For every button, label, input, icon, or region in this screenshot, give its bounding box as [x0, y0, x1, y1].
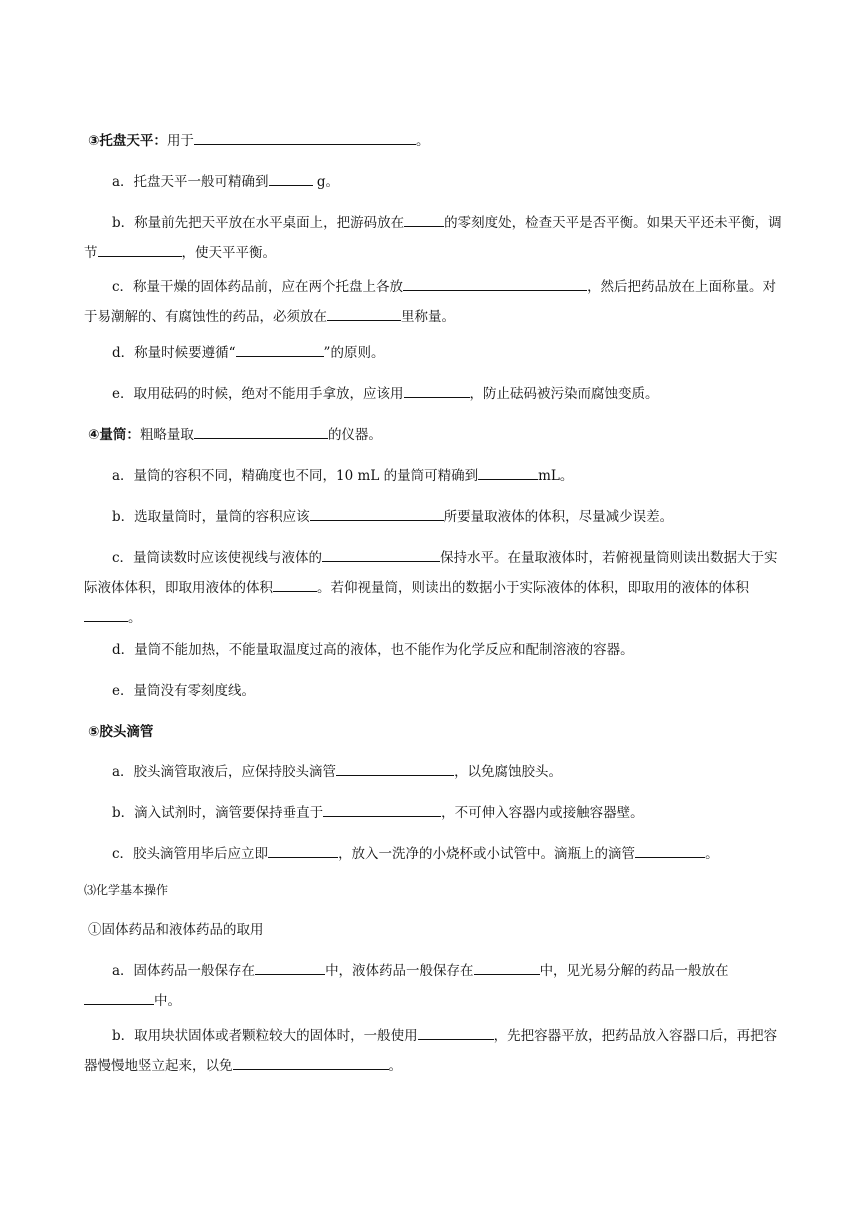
answer-blank[interactable]: [233, 1054, 389, 1070]
cylinder-item-c: c．量筒读数时应该使视线与液体的 保持水平。在量取液体时，若俯视量筒则读出数据大于实际液体体积，即取用液体的体积 。若仰视量筒，则读出的数据小于实际液体的体积，即取用的液体的体积。: [84, 543, 784, 633]
answer-blank[interactable]: [273, 576, 317, 592]
tray-balance-item-b: b．称量前先把天平放在水平桌面上，把游码放在 的零刻度处，检查天平是否平衡。如果天平还未平衡，调节 ，使天平平衡。: [84, 208, 784, 268]
basic-ops-heading: ⑶化学基本操作: [84, 883, 169, 897]
dropper-item-a: a．胶头滴管取液后，应保持胶头滴管 ，以免腐蚀胶头。: [84, 757, 784, 787]
answer-blank[interactable]: [269, 170, 313, 186]
basic-ops-subheading: ①固体药品和液体药品的取用: [88, 922, 264, 938]
answer-blank[interactable]: [474, 959, 540, 975]
answer-blank[interactable]: [98, 241, 182, 257]
dropper-item-c: c．胶头滴管用毕后应立即 ，放入一洗净的小烧杯或小试管中。滴瓶上的滴管 。: [84, 839, 784, 869]
answer-blank[interactable]: [84, 606, 128, 622]
cylinder-item-d: d．量筒不能加热，不能量取温度过高的液体，也不能作为化学反应和配制溶液的容器。: [112, 642, 634, 658]
answer-blank[interactable]: [236, 341, 324, 357]
answer-blank[interactable]: [322, 546, 440, 562]
cylinder-item-e: e．量筒没有零刻度线。: [112, 683, 255, 699]
answer-blank[interactable]: [403, 275, 587, 291]
tray-balance-item-e: e．取用砝码的时候，绝对不能用手拿放，应该用 ，防止砝码被污染而腐蚀变质。: [84, 379, 784, 409]
answer-blank[interactable]: [327, 305, 401, 321]
answer-blank[interactable]: [635, 842, 705, 858]
answer-blank[interactable]: [310, 505, 444, 521]
answer-blank[interactable]: [418, 1024, 494, 1040]
tray-balance-item-d: d．称量时候要遵循“ ”的原则。: [84, 338, 784, 368]
answer-blank[interactable]: [194, 129, 416, 145]
dropper-item-b: b．滴入试剂时，滴管要保持垂直于 ，不可伸入容器内或接触容器壁。: [84, 798, 784, 828]
answer-blank[interactable]: [255, 959, 325, 975]
answer-blank[interactable]: [268, 842, 338, 858]
tray-balance-item-a: a．托盘天平一般可精确到 g。: [84, 167, 784, 197]
answer-blank[interactable]: [404, 382, 470, 398]
cylinder-title: ④量筒：: [88, 427, 140, 443]
answer-blank[interactable]: [323, 801, 441, 817]
dropper-title: ⑤胶头滴管: [88, 724, 154, 740]
answer-blank[interactable]: [194, 423, 328, 439]
tray-balance-heading: ③托盘天平：用于 。: [88, 126, 788, 156]
cylinder-heading: ④量筒：粗略量取 的仪器。: [88, 420, 788, 450]
cylinder-item-b: b．选取量筒时，量筒的容积应该 所要量取液体的体积，尽量减少误差。: [84, 502, 784, 532]
answer-blank[interactable]: [84, 989, 154, 1005]
cylinder-item-a: a．量筒的容积不同，精确度也不同，10 mL 的量筒可精确到 mL。: [84, 461, 784, 491]
answer-blank[interactable]: [404, 211, 444, 227]
answer-blank[interactable]: [478, 464, 538, 480]
basic-ops-item-a: a．固体药品一般保存在 中，液体药品一般保存在 中，见光易分解的药品一般放在中。: [84, 956, 784, 1016]
dropper-heading: [88, 717, 788, 747]
tray-balance-title: ③托盘天平：: [88, 133, 167, 149]
answer-blank[interactable]: [336, 760, 454, 776]
basic-ops-item-b: b．取用块状固体或者颗粒较大的固体时，一般使用 ，先把容器平放，把药品放入容器口后，再把容器慢慢地竖立起来，以免 。: [84, 1021, 784, 1081]
tray-balance-item-c: c．称量干燥的固体药品前，应在两个托盘上各放 ，然后把药品放在上面称量。对于易潮解的、有腐蚀性的药品，必须放在 里称量。: [84, 272, 784, 332]
